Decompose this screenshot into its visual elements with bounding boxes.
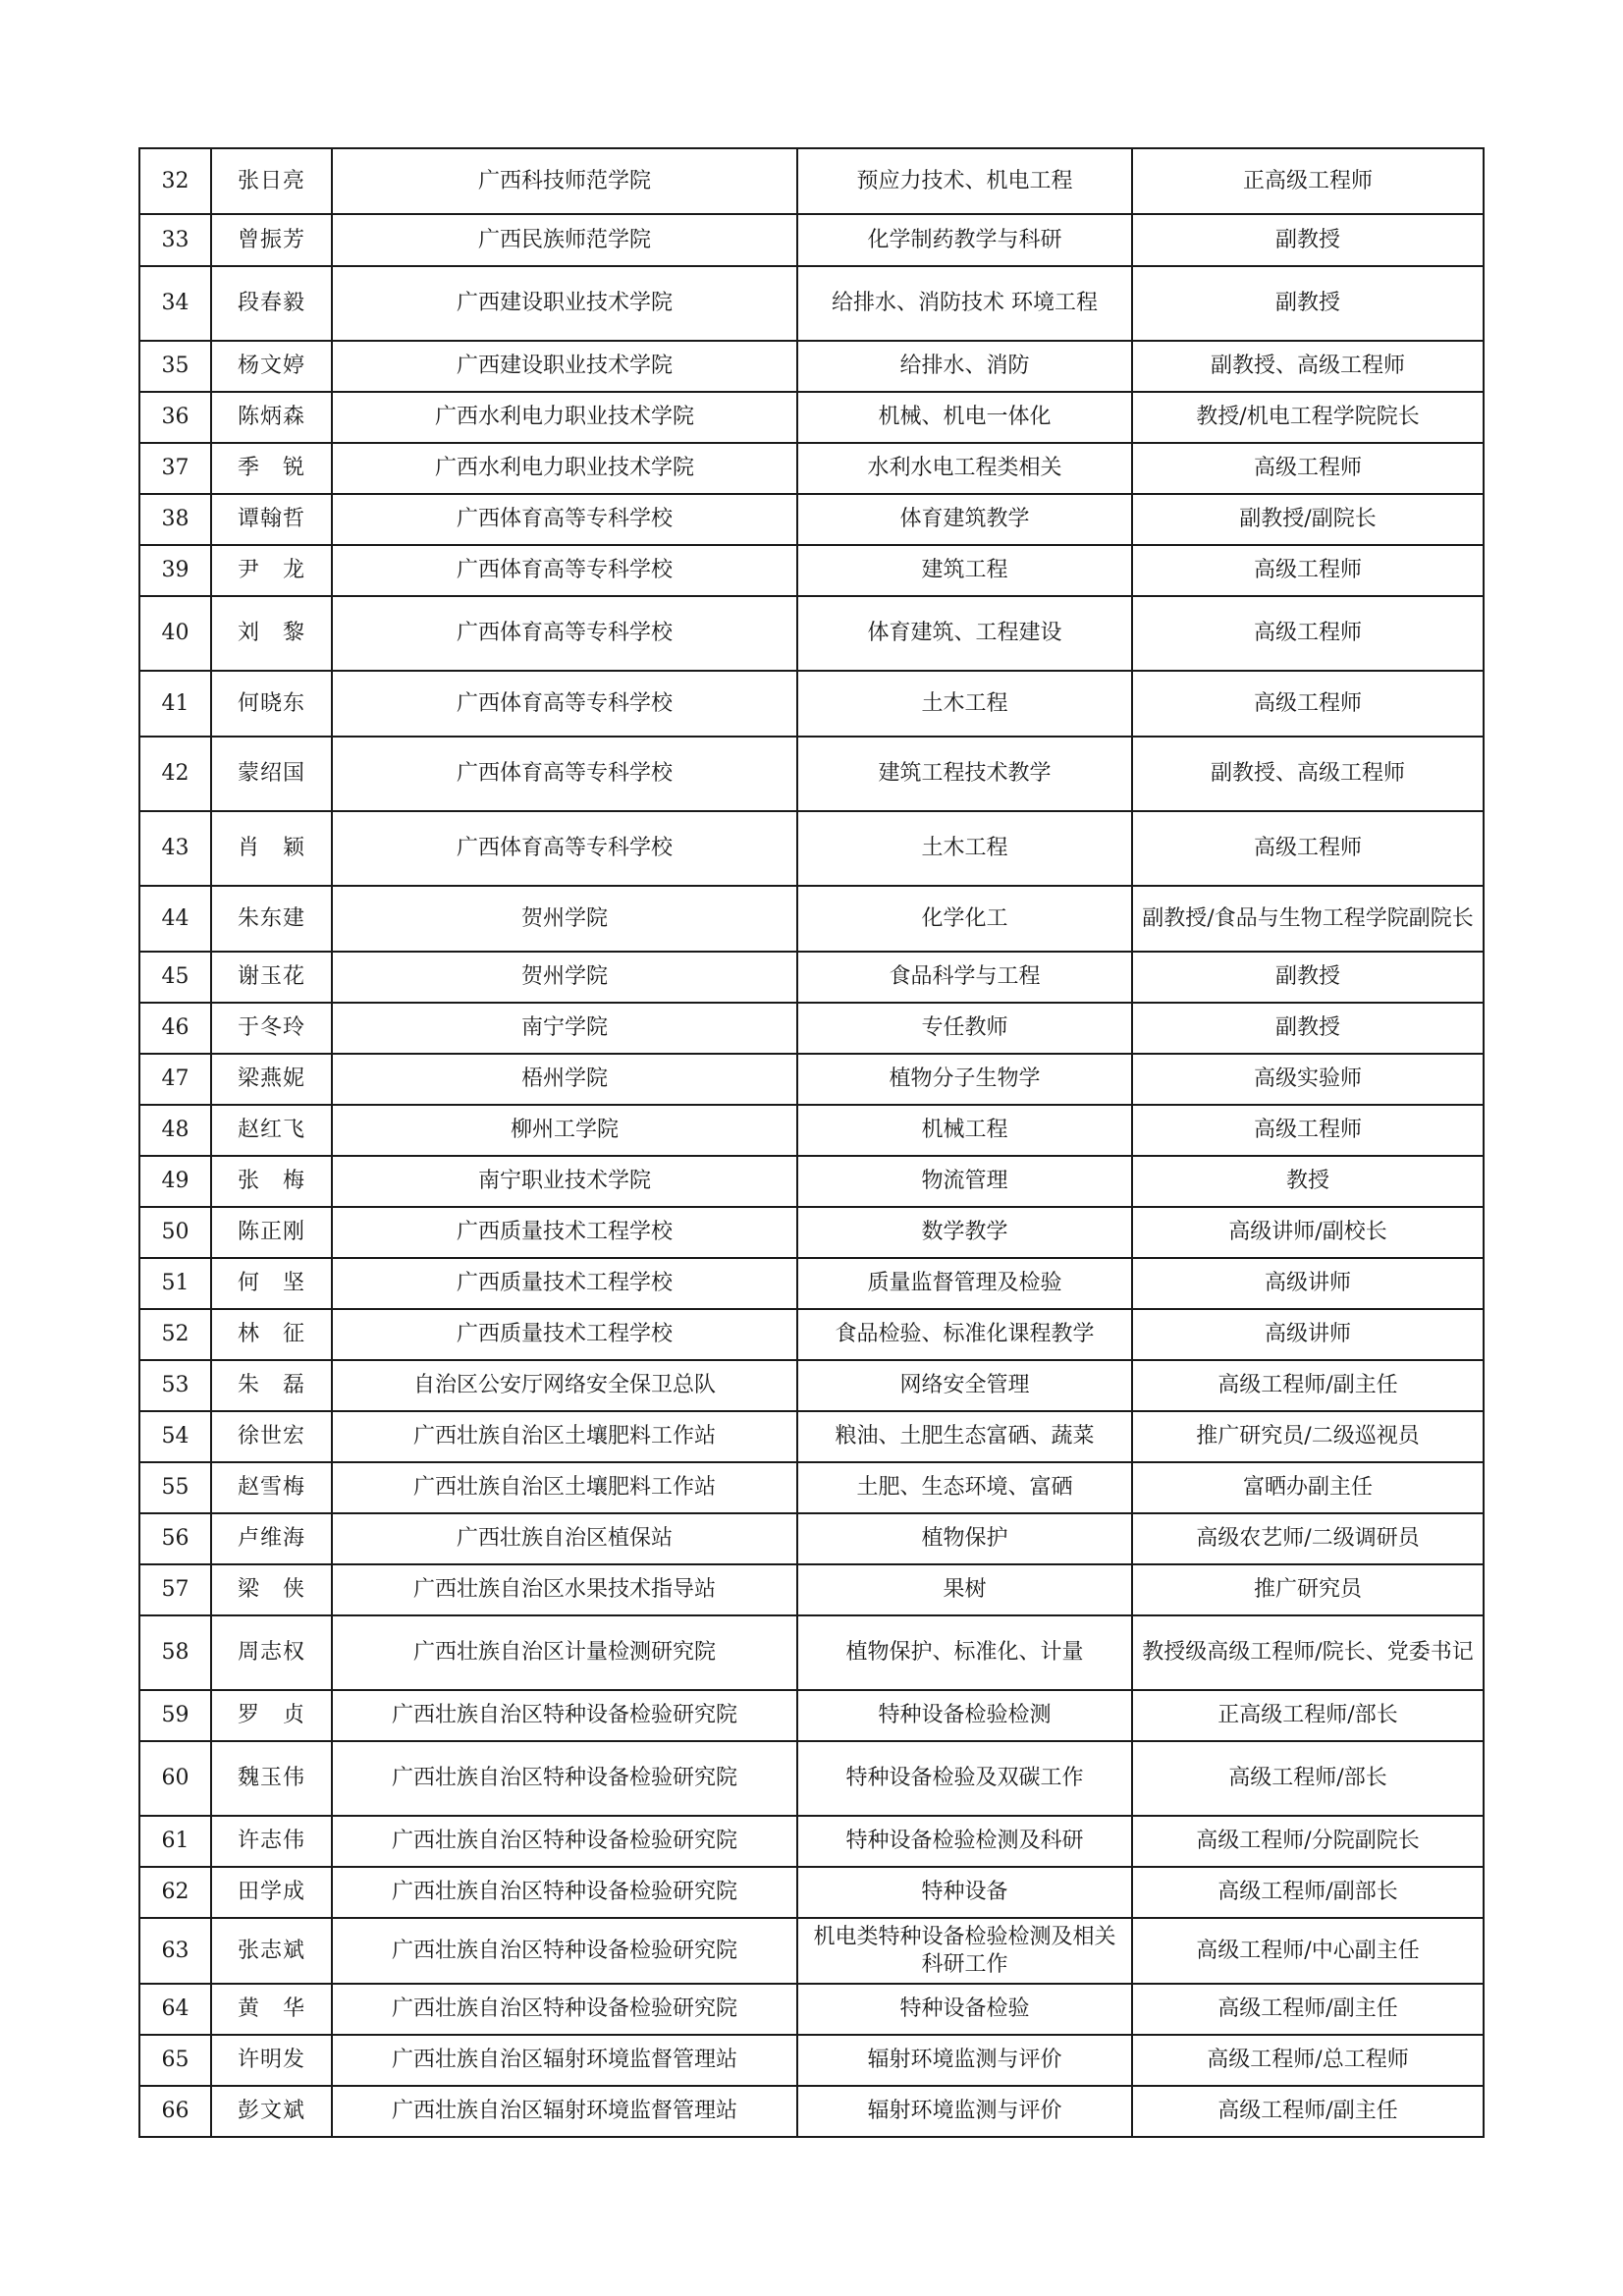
person-name-cell: 梁 侠 — [211, 1564, 332, 1615]
professional-title-cell: 副教授/副院长 — [1132, 494, 1484, 545]
table-row — [139, 545, 1484, 596]
specialty-field-cell: 植物保护、标准化、计量 — [797, 1615, 1132, 1690]
person-name-cell: 张志斌 — [211, 1918, 332, 1984]
professional-title-cell: 高级工程师/副主任 — [1132, 1360, 1484, 1411]
specialty-field-cell: 化学化工 — [797, 886, 1132, 952]
row-number-cell: 36 — [139, 392, 211, 443]
row-number-cell: 57 — [139, 1564, 211, 1615]
organization-cell: 广西壮族自治区特种设备检验研究院 — [332, 1741, 797, 1816]
organization-cell: 广西壮族自治区特种设备检验研究院 — [332, 1690, 797, 1741]
specialty-field-cell: 特种设备检验检测 — [797, 1690, 1132, 1741]
professional-title-cell: 教授/机电工程学院院长 — [1132, 392, 1484, 443]
professional-title-cell: 副教授 — [1132, 1003, 1484, 1054]
organization-cell: 广西水利电力职业技术学院 — [332, 443, 797, 494]
person-name-cell: 杨文婷 — [211, 341, 332, 392]
person-name-cell: 林 征 — [211, 1309, 332, 1360]
table-row — [139, 1054, 1484, 1105]
person-name-cell: 许志伟 — [211, 1816, 332, 1867]
person-name-cell: 朱 磊 — [211, 1360, 332, 1411]
professional-title-cell: 高级工程师 — [1132, 443, 1484, 494]
row-number-cell: 61 — [139, 1816, 211, 1867]
person-name-cell: 肖 颖 — [211, 811, 332, 886]
row-number-cell: 49 — [139, 1156, 211, 1207]
professional-title-cell: 副教授/食品与生物工程学院副院长 — [1132, 886, 1484, 952]
professional-title-cell: 正高级工程师/部长 — [1132, 1690, 1484, 1741]
specialty-field-cell: 辐射环境监测与评价 — [797, 2086, 1132, 2137]
specialty-field-cell: 土肥、生态环境、富硒 — [797, 1462, 1132, 1513]
person-name-cell: 周志权 — [211, 1615, 332, 1690]
table-row — [139, 148, 1484, 214]
organization-cell: 广西壮族自治区特种设备检验研究院 — [332, 1867, 797, 1918]
table-row — [139, 1360, 1484, 1411]
person-name-cell: 卢维海 — [211, 1513, 332, 1564]
professional-title-cell: 正高级工程师 — [1132, 148, 1484, 214]
person-name-cell: 何晓东 — [211, 671, 332, 737]
expert-roster-table — [138, 147, 1485, 2138]
row-number-cell: 47 — [139, 1054, 211, 1105]
row-number-cell: 63 — [139, 1918, 211, 1984]
table-row — [139, 1741, 1484, 1816]
professional-title-cell: 副教授、高级工程师 — [1132, 341, 1484, 392]
specialty-field-cell: 食品检验、标准化课程教学 — [797, 1309, 1132, 1360]
specialty-field-cell: 机械工程 — [797, 1105, 1132, 1156]
specialty-field-cell: 建筑工程 — [797, 545, 1132, 596]
organization-cell: 广西建设职业技术学院 — [332, 266, 797, 341]
specialty-field-cell: 水利水电工程类相关 — [797, 443, 1132, 494]
specialty-field-cell: 土木工程 — [797, 811, 1132, 886]
organization-cell: 柳州工学院 — [332, 1105, 797, 1156]
row-number-cell: 58 — [139, 1615, 211, 1690]
table-row — [139, 1918, 1484, 1984]
row-number-cell: 52 — [139, 1309, 211, 1360]
specialty-field-cell: 食品科学与工程 — [797, 952, 1132, 1003]
person-name-cell: 段春毅 — [211, 266, 332, 341]
professional-title-cell: 高级实验师 — [1132, 1054, 1484, 1105]
organization-cell: 广西质量技术工程学校 — [332, 1309, 797, 1360]
table-row — [139, 886, 1484, 952]
specialty-field-cell: 特种设备检验及双碳工作 — [797, 1741, 1132, 1816]
professional-title-cell: 高级工程师/部长 — [1132, 1741, 1484, 1816]
table-row — [139, 1513, 1484, 1564]
organization-cell: 自治区公安厅网络安全保卫总队 — [332, 1360, 797, 1411]
table-row — [139, 1462, 1484, 1513]
person-name-cell: 张日亮 — [211, 148, 332, 214]
person-name-cell: 赵红飞 — [211, 1105, 332, 1156]
specialty-field-cell: 特种设备 — [797, 1867, 1132, 1918]
table-row — [139, 443, 1484, 494]
person-name-cell: 谭翰哲 — [211, 494, 332, 545]
professional-title-cell: 副教授 — [1132, 214, 1484, 266]
organization-cell: 广西壮族自治区计量检测研究院 — [332, 1615, 797, 1690]
row-number-cell: 35 — [139, 341, 211, 392]
organization-cell: 南宁学院 — [332, 1003, 797, 1054]
row-number-cell: 50 — [139, 1207, 211, 1258]
professional-title-cell: 高级工程师/分院副院长 — [1132, 1816, 1484, 1867]
person-name-cell: 梁燕妮 — [211, 1054, 332, 1105]
organization-cell: 贺州学院 — [332, 886, 797, 952]
organization-cell: 广西水利电力职业技术学院 — [332, 392, 797, 443]
organization-cell: 广西体育高等专科学校 — [332, 671, 797, 737]
specialty-field-cell: 体育建筑、工程建设 — [797, 596, 1132, 671]
table-row — [139, 1615, 1484, 1690]
organization-cell: 梧州学院 — [332, 1054, 797, 1105]
organization-cell: 南宁职业技术学院 — [332, 1156, 797, 1207]
row-number-cell: 43 — [139, 811, 211, 886]
row-number-cell: 42 — [139, 737, 211, 811]
specialty-field-cell: 给排水、消防 — [797, 341, 1132, 392]
table-row — [139, 596, 1484, 671]
table-row — [139, 266, 1484, 341]
person-name-cell: 尹 龙 — [211, 545, 332, 596]
organization-cell: 广西体育高等专科学校 — [332, 494, 797, 545]
professional-title-cell: 高级工程师/中心副主任 — [1132, 1918, 1484, 1984]
professional-title-cell: 高级讲师/副校长 — [1132, 1207, 1484, 1258]
row-number-cell: 53 — [139, 1360, 211, 1411]
row-number-cell: 34 — [139, 266, 211, 341]
table-row — [139, 671, 1484, 737]
professional-title-cell: 推广研究员/二级巡视员 — [1132, 1411, 1484, 1462]
table-row — [139, 1816, 1484, 1867]
specialty-field-cell: 特种设备检验 — [797, 1984, 1132, 2035]
specialty-field-cell: 物流管理 — [797, 1156, 1132, 1207]
organization-cell: 广西壮族自治区土壤肥料工作站 — [332, 1462, 797, 1513]
row-number-cell: 55 — [139, 1462, 211, 1513]
organization-cell: 广西壮族自治区辐射环境监督管理站 — [332, 2035, 797, 2086]
professional-title-cell: 高级讲师 — [1132, 1258, 1484, 1309]
table-row — [139, 2086, 1484, 2137]
table-row — [139, 1411, 1484, 1462]
person-name-cell: 刘 黎 — [211, 596, 332, 671]
row-number-cell: 48 — [139, 1105, 211, 1156]
row-number-cell: 59 — [139, 1690, 211, 1741]
specialty-field-cell: 特种设备检验检测及科研 — [797, 1816, 1132, 1867]
person-name-cell: 彭文斌 — [211, 2086, 332, 2137]
person-name-cell: 何 坚 — [211, 1258, 332, 1309]
person-name-cell: 徐世宏 — [211, 1411, 332, 1462]
table-row — [139, 1690, 1484, 1741]
table-row — [139, 1156, 1484, 1207]
row-number-cell: 60 — [139, 1741, 211, 1816]
professional-title-cell: 高级讲师 — [1132, 1309, 1484, 1360]
professional-title-cell: 副教授 — [1132, 266, 1484, 341]
professional-title-cell: 副教授、高级工程师 — [1132, 737, 1484, 811]
person-name-cell: 罗 贞 — [211, 1690, 332, 1741]
person-name-cell: 于冬玲 — [211, 1003, 332, 1054]
professional-title-cell: 教授 — [1132, 1156, 1484, 1207]
organization-cell: 广西壮族自治区特种设备检验研究院 — [332, 1984, 797, 2035]
professional-title-cell: 高级工程师/副主任 — [1132, 1984, 1484, 2035]
row-number-cell: 37 — [139, 443, 211, 494]
organization-cell: 广西壮族自治区特种设备检验研究院 — [332, 1816, 797, 1867]
specialty-field-cell: 植物保护 — [797, 1513, 1132, 1564]
row-number-cell: 51 — [139, 1258, 211, 1309]
professional-title-cell: 副教授 — [1132, 952, 1484, 1003]
table-row — [139, 214, 1484, 266]
specialty-field-cell: 网络安全管理 — [797, 1360, 1132, 1411]
row-number-cell: 46 — [139, 1003, 211, 1054]
organization-cell: 广西体育高等专科学校 — [332, 545, 797, 596]
professional-title-cell: 高级工程师 — [1132, 1105, 1484, 1156]
table-row — [139, 1258, 1484, 1309]
professional-title-cell: 高级工程师 — [1132, 545, 1484, 596]
specialty-field-cell: 数学教学 — [797, 1207, 1132, 1258]
professional-title-cell: 高级工程师 — [1132, 596, 1484, 671]
row-number-cell: 66 — [139, 2086, 211, 2137]
person-name-cell: 赵雪梅 — [211, 1462, 332, 1513]
row-number-cell: 56 — [139, 1513, 211, 1564]
person-name-cell: 许明发 — [211, 2035, 332, 2086]
specialty-field-cell: 辐射环境监测与评价 — [797, 2035, 1132, 2086]
organization-cell: 广西体育高等专科学校 — [332, 737, 797, 811]
specialty-field-cell: 植物分子生物学 — [797, 1054, 1132, 1105]
person-name-cell: 张 梅 — [211, 1156, 332, 1207]
organization-cell: 贺州学院 — [332, 952, 797, 1003]
specialty-field-cell: 预应力技术、机电工程 — [797, 148, 1132, 214]
person-name-cell: 陈正刚 — [211, 1207, 332, 1258]
organization-cell: 广西建设职业技术学院 — [332, 341, 797, 392]
organization-cell: 广西体育高等专科学校 — [332, 811, 797, 886]
organization-cell: 广西壮族自治区水果技术指导站 — [332, 1564, 797, 1615]
professional-title-cell: 教授级高级工程师/院长、党委书记 — [1132, 1615, 1484, 1690]
row-number-cell: 54 — [139, 1411, 211, 1462]
specialty-field-cell: 土木工程 — [797, 671, 1132, 737]
professional-title-cell: 高级工程师 — [1132, 671, 1484, 737]
specialty-field-cell: 专任教师 — [797, 1003, 1132, 1054]
table-row — [139, 952, 1484, 1003]
row-number-cell: 44 — [139, 886, 211, 952]
organization-cell: 广西科技师范学院 — [332, 148, 797, 214]
organization-cell: 广西体育高等专科学校 — [332, 596, 797, 671]
specialty-field-cell: 果树 — [797, 1564, 1132, 1615]
table-row — [139, 737, 1484, 811]
table-row — [139, 1309, 1484, 1360]
person-name-cell: 田学成 — [211, 1867, 332, 1918]
person-name-cell: 朱东建 — [211, 886, 332, 952]
organization-cell: 广西质量技术工程学校 — [332, 1258, 797, 1309]
person-name-cell: 魏玉伟 — [211, 1741, 332, 1816]
table-row — [139, 1564, 1484, 1615]
table-row — [139, 1984, 1484, 2035]
row-number-cell: 64 — [139, 1984, 211, 2035]
organization-cell: 广西民族师范学院 — [332, 214, 797, 266]
professional-title-cell: 富晒办副主任 — [1132, 1462, 1484, 1513]
organization-cell: 广西壮族自治区土壤肥料工作站 — [332, 1411, 797, 1462]
specialty-field-cell: 粮油、土肥生态富硒、蔬菜 — [797, 1411, 1132, 1462]
row-number-cell: 40 — [139, 596, 211, 671]
person-name-cell: 蒙绍国 — [211, 737, 332, 811]
specialty-field-cell: 建筑工程技术教学 — [797, 737, 1132, 811]
specialty-field-cell: 化学制药教学与科研 — [797, 214, 1132, 266]
table-row — [139, 2035, 1484, 2086]
row-number-cell: 45 — [139, 952, 211, 1003]
organization-cell: 广西壮族自治区辐射环境监督管理站 — [332, 2086, 797, 2137]
professional-title-cell: 高级农艺师/二级调研员 — [1132, 1513, 1484, 1564]
row-number-cell: 65 — [139, 2035, 211, 2086]
professional-title-cell: 高级工程师/副主任 — [1132, 2086, 1484, 2137]
professional-title-cell: 推广研究员 — [1132, 1564, 1484, 1615]
table-row — [139, 341, 1484, 392]
row-number-cell: 39 — [139, 545, 211, 596]
table-row — [139, 1105, 1484, 1156]
row-number-cell: 38 — [139, 494, 211, 545]
professional-title-cell: 高级工程师/总工程师 — [1132, 2035, 1484, 2086]
table-row — [139, 392, 1484, 443]
table-row — [139, 1207, 1484, 1258]
table-row — [139, 1003, 1484, 1054]
table-row — [139, 494, 1484, 545]
organization-cell: 广西壮族自治区植保站 — [332, 1513, 797, 1564]
person-name-cell: 黄 华 — [211, 1984, 332, 2035]
table-row — [139, 1867, 1484, 1918]
row-number-cell: 62 — [139, 1867, 211, 1918]
roster-table-body — [139, 148, 1484, 2137]
table-row — [139, 811, 1484, 886]
organization-cell: 广西质量技术工程学校 — [332, 1207, 797, 1258]
organization-cell: 广西壮族自治区特种设备检验研究院 — [332, 1918, 797, 1984]
specialty-field-cell: 机械、机电一体化 — [797, 392, 1132, 443]
person-name-cell: 曾振芳 — [211, 214, 332, 266]
specialty-field-cell: 质量监督管理及检验 — [797, 1258, 1132, 1309]
person-name-cell: 季 锐 — [211, 443, 332, 494]
row-number-cell: 32 — [139, 148, 211, 214]
specialty-field-cell: 体育建筑教学 — [797, 494, 1132, 545]
person-name-cell: 谢玉花 — [211, 952, 332, 1003]
person-name-cell: 陈炳森 — [211, 392, 332, 443]
professional-title-cell: 高级工程师 — [1132, 811, 1484, 886]
row-number-cell: 33 — [139, 214, 211, 266]
specialty-field-cell: 给排水、消防技术 环境工程 — [797, 266, 1132, 341]
professional-title-cell: 高级工程师/副部长 — [1132, 1867, 1484, 1918]
specialty-field-cell: 机电类特种设备检验检测及相关科研工作 — [797, 1918, 1132, 1984]
row-number-cell: 41 — [139, 671, 211, 737]
